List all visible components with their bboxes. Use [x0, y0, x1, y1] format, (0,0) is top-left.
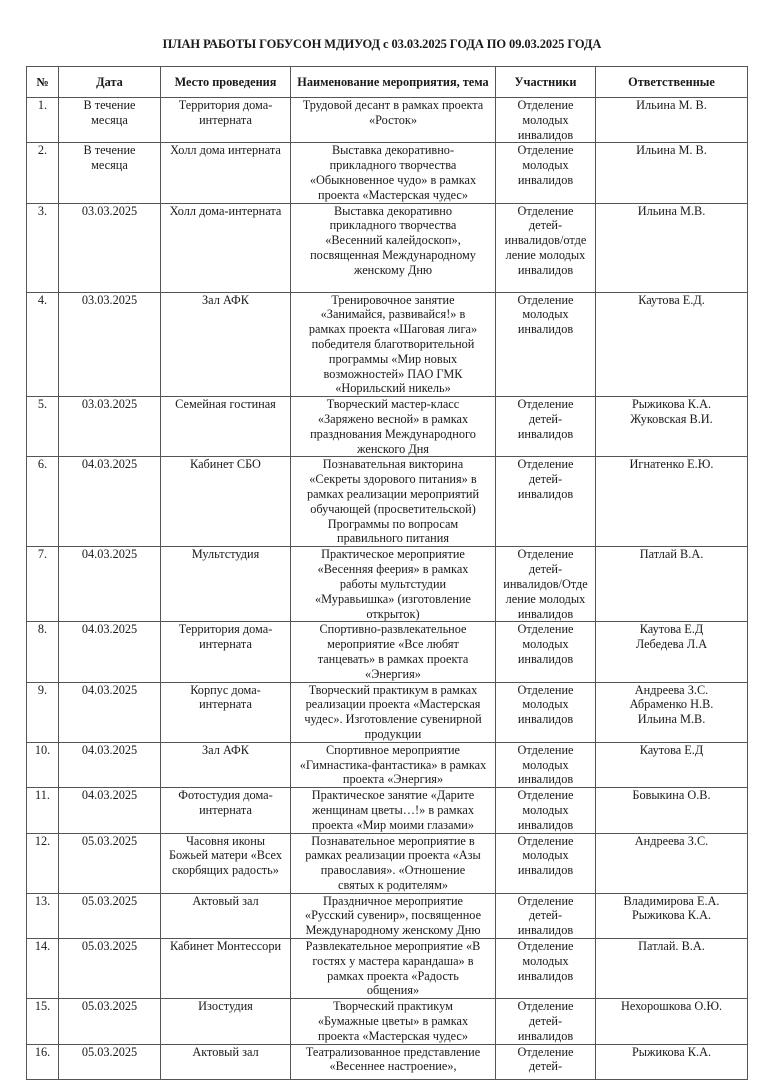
row-responsible: Каутова Е.Д Лебедева Л.А — [596, 622, 748, 682]
row-place: Территория дома- интерната — [161, 98, 291, 143]
row-date: 05.03.2025 — [59, 833, 161, 893]
row-date: 04.03.2025 — [59, 742, 161, 787]
row-place: Зал АФК — [161, 742, 291, 787]
table-row — [27, 833, 748, 893]
row-date: В течение месяца — [59, 143, 161, 203]
row-responsible: Патлай. В.А. — [596, 939, 748, 999]
row-responsible: Ильина М. В. — [596, 98, 748, 143]
row-date: 05.03.2025 — [59, 999, 161, 1044]
row-number: 7. — [27, 547, 59, 622]
row-event: Творческий практикум в рамках реализации проекта «Мастерская чудес». Изготовление сувенирной продукции — [291, 682, 496, 742]
row-responsible: Андреева З.С. — [596, 833, 748, 893]
row-date: 05.03.2025 — [59, 1044, 161, 1079]
row-number: 6. — [27, 457, 59, 547]
row-place: Фотостудия дома- интерната — [161, 788, 291, 833]
table-row — [27, 893, 748, 938]
row-event: Выставка декоративно- прикладного творчества «Обыкновенное чудо» в рамках проекта «Мастерская чудес» — [291, 143, 496, 203]
row-event: Праздничное мероприятие «Русский сувенир», посвященное Международному женскому Дню — [291, 893, 496, 938]
row-number: 14. — [27, 939, 59, 999]
table-row — [27, 143, 748, 203]
row-participants: Отделение детей- инвалидов — [496, 999, 596, 1044]
row-date: 05.03.2025 — [59, 939, 161, 999]
row-place: Корпус дома- интерната — [161, 682, 291, 742]
row-event: Спортивно-развлекательное мероприятие «Все любят танцевать» в рамках проекта «Энергия» — [291, 622, 496, 682]
table-row — [27, 682, 748, 742]
row-event: Выставка декоративно прикладного творчества «Весенний калейдоскоп», посвященная Международному женскому Дню — [291, 203, 496, 292]
row-responsible: Рыжикова К.А. Жуковская В.И. — [596, 397, 748, 457]
row-participants: Отделение детей- инвалидов — [496, 457, 596, 547]
row-participants: Отделение молодых инвалидов — [496, 143, 596, 203]
row-date: 04.03.2025 — [59, 682, 161, 742]
row-participants: Отделение детей- инвалидов/отде ление молодых инвалидов — [496, 203, 596, 292]
row-date: 03.03.2025 — [59, 203, 161, 292]
row-participants: Отделение молодых инвалидов — [496, 682, 596, 742]
row-place: Территория дома- интерната — [161, 622, 291, 682]
row-responsible: Бовыкина О.В. — [596, 788, 748, 833]
table-row — [27, 397, 748, 457]
row-date: В течение месяца — [59, 98, 161, 143]
row-number: 1. — [27, 98, 59, 143]
header-responsible: Ответственные — [596, 67, 748, 98]
row-place: Холл дома-интерната — [161, 203, 291, 292]
table-row — [27, 999, 748, 1044]
row-participants: Отделение детей- инвалидов — [496, 397, 596, 457]
table-row — [27, 457, 748, 547]
row-participants: Отделение молодых инвалидов — [496, 788, 596, 833]
row-number: 9. — [27, 682, 59, 742]
row-place: Изостудия — [161, 999, 291, 1044]
row-event: Творческий мастер-класс «Заряжено весной» в рамках празднования Международного женского Дня — [291, 397, 496, 457]
row-responsible: Патлай В.А. — [596, 547, 748, 622]
row-participants: Отделение детей- инвалидов/Отде ление молодых инвалидов — [496, 547, 596, 622]
row-responsible: Ильина М.В. — [596, 203, 748, 292]
row-event: Трудовой десант в рамках проекта «Росток» — [291, 98, 496, 143]
row-date: 03.03.2025 — [59, 397, 161, 457]
table-row — [27, 1044, 748, 1079]
row-place: Часовня иконы Божьей матери «Всех скорбящих радость» — [161, 833, 291, 893]
header-participants: Участники — [496, 67, 596, 98]
row-responsible: Владимирова Е.А. Рыжикова К.А. — [596, 893, 748, 938]
row-date: 05.03.2025 — [59, 893, 161, 938]
table-row — [27, 547, 748, 622]
table-header-row — [27, 67, 748, 98]
row-participants: Отделение молодых инвалидов — [496, 742, 596, 787]
row-number: 13. — [27, 893, 59, 938]
table-row — [27, 292, 748, 397]
row-participants: Отделение детей- — [496, 1044, 596, 1079]
row-place: Холл дома интерната — [161, 143, 291, 203]
row-responsible: Андреева З.С. Абраменко Н.В. Ильина М.В. — [596, 682, 748, 742]
row-event: Тренировочное занятие «Занимайся, развивайся!» в рамках проекта «Шаговая лига» победителя благотворительной программы «Мир новых возможностей» ПАО ГМК «Норильский никель» — [291, 292, 496, 397]
header-date: Дата — [59, 67, 161, 98]
row-event: Театрализованное представление «Весеннее настроение», — [291, 1044, 496, 1079]
row-number: 2. — [27, 143, 59, 203]
row-participants: Отделение молодых инвалидов — [496, 833, 596, 893]
row-event: Практическое мероприятие «Весенняя феерия» в рамках работы мультстудии «Муравьишка» (изготовление открыток) — [291, 547, 496, 622]
row-participants: Отделение молодых инвалидов — [496, 939, 596, 999]
row-responsible: Нехорошкова О.Ю. — [596, 999, 748, 1044]
row-number: 12. — [27, 833, 59, 893]
row-participants: Отделение молодых инвалидов — [496, 98, 596, 143]
table-row — [27, 939, 748, 999]
row-event: Развлекательное мероприятие «В гостях у мастера карандаша» в рамках проекта «Радость общения» — [291, 939, 496, 999]
work-plan-table — [26, 66, 748, 1080]
header-place: Место проведения — [161, 67, 291, 98]
header-event: Наименование мероприятия, тема — [291, 67, 496, 98]
header-number: № — [27, 67, 59, 98]
row-responsible: Каутова Е.Д. — [596, 292, 748, 397]
row-number: 16. — [27, 1044, 59, 1079]
row-place: Актовый зал — [161, 1044, 291, 1079]
row-number: 5. — [27, 397, 59, 457]
row-date: 03.03.2025 — [59, 292, 161, 397]
row-responsible: Рыжикова К.А. — [596, 1044, 748, 1079]
row-responsible: Игнатенко Е.Ю. — [596, 457, 748, 547]
row-event: Познавательное мероприятие в рамках реализации проекта «Азы православия». «Отношение святых к родителям» — [291, 833, 496, 893]
row-event: Творческий практикум «Бумажные цветы» в рамках проекта «Мастерская чудес» — [291, 999, 496, 1044]
table-row — [27, 203, 748, 292]
row-date: 04.03.2025 — [59, 622, 161, 682]
table-row — [27, 98, 748, 143]
table-row — [27, 788, 748, 833]
row-place: Актовый зал — [161, 893, 291, 938]
row-place: Кабинет СБО — [161, 457, 291, 547]
row-number: 3. — [27, 203, 59, 292]
row-date: 04.03.2025 — [59, 457, 161, 547]
row-responsible: Ильина М. В. — [596, 143, 748, 203]
row-number: 10. — [27, 742, 59, 787]
row-responsible: Каутова Е.Д — [596, 742, 748, 787]
row-date: 04.03.2025 — [59, 788, 161, 833]
row-date: 04.03.2025 — [59, 547, 161, 622]
row-place: Семейная гостиная — [161, 397, 291, 457]
row-place: Кабинет Монтессори — [161, 939, 291, 999]
row-number: 11. — [27, 788, 59, 833]
row-participants: Отделение молодых инвалидов — [496, 622, 596, 682]
row-event: Практическое занятие «Дарите женщинам цветы…!» в рамках проекта «Мир моими глазами» — [291, 788, 496, 833]
row-participants: Отделение детей- инвалидов — [496, 893, 596, 938]
row-place: Зал АФК — [161, 292, 291, 397]
table-row — [27, 622, 748, 682]
row-event: Познавательная викторина «Секреты здорового питания» в рамках реализации мероприятий обучающей (просветительской) Программы по вопросам правильного питания — [291, 457, 496, 547]
table-row — [27, 742, 748, 787]
row-number: 8. — [27, 622, 59, 682]
row-event: Спортивное мероприятие «Гимнастика-фантастика» в рамках проекта «Энергия» — [291, 742, 496, 787]
row-number: 15. — [27, 999, 59, 1044]
row-number: 4. — [27, 292, 59, 397]
row-participants: Отделение молодых инвалидов — [496, 292, 596, 397]
document-title: ПЛАН РАБОТЫ ГОБУСОН МДИУОД с 03.03.2025 ГОДА ПО 09.03.2025 ГОДА — [162, 37, 602, 51]
row-place: Мультстудия — [161, 547, 291, 622]
